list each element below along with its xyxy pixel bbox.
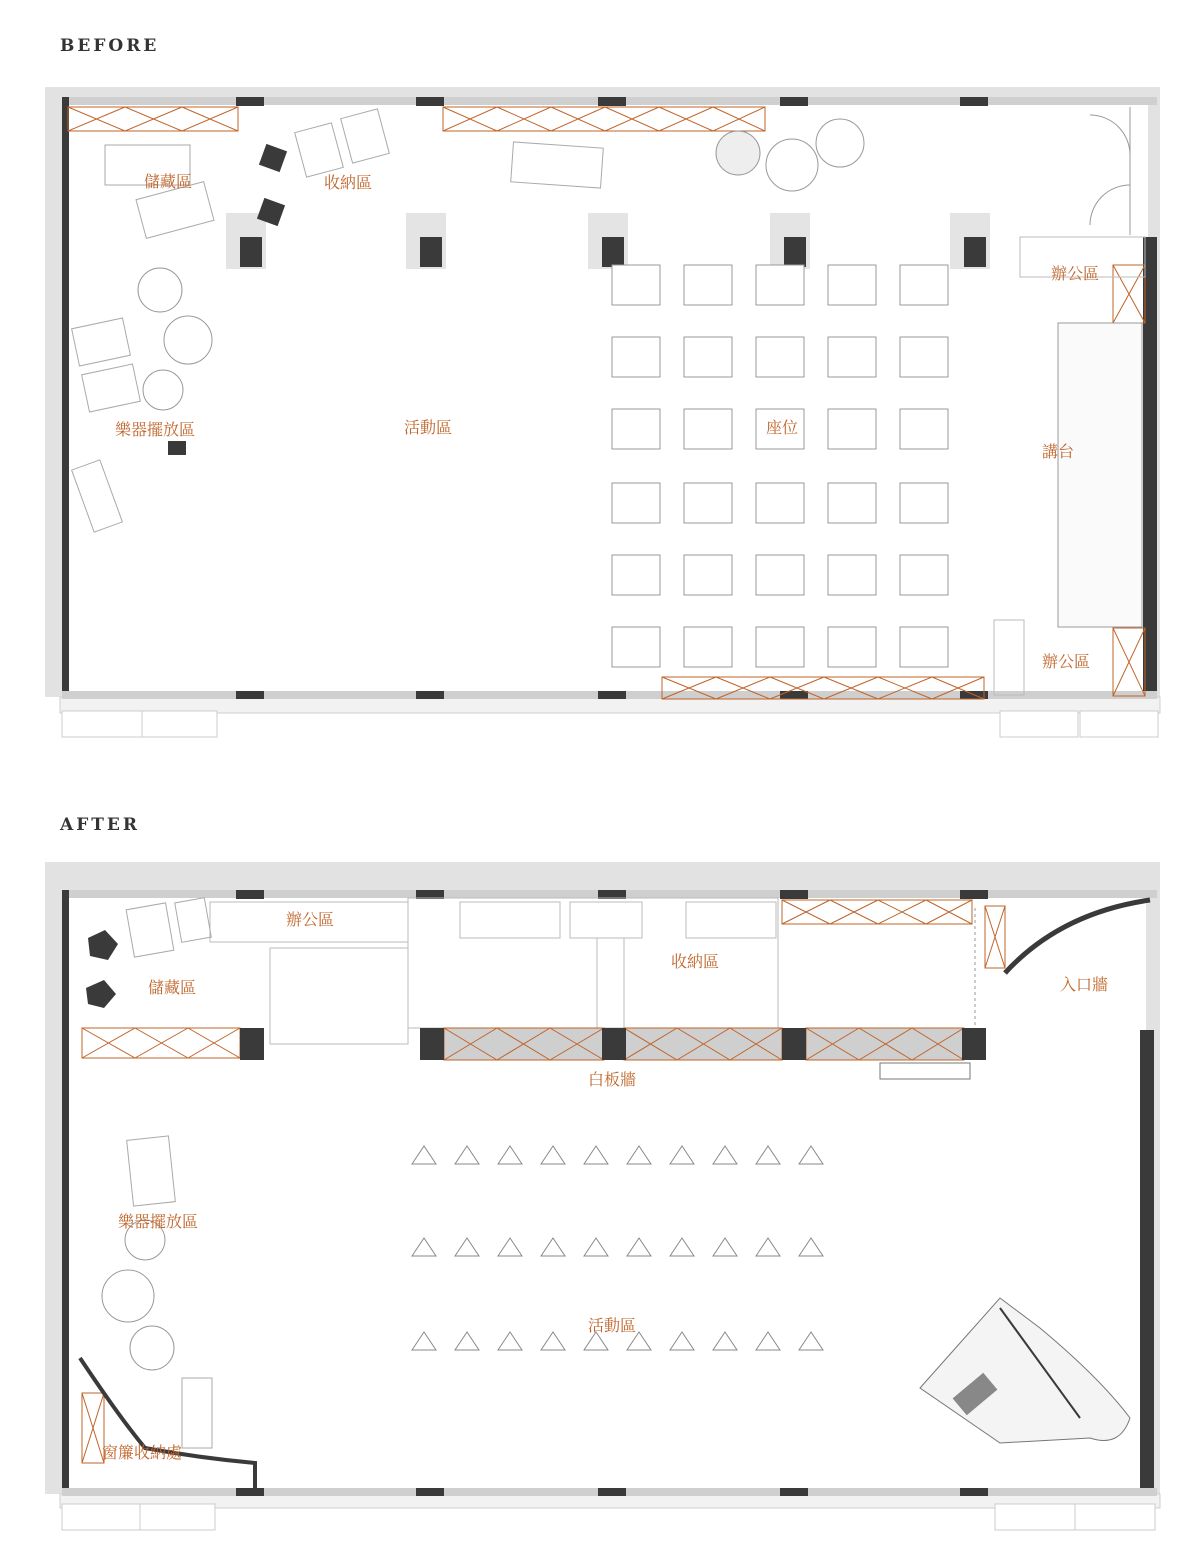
bottom-step bbox=[142, 711, 217, 737]
bottom-step bbox=[995, 1504, 1075, 1530]
label-storage: 儲藏區 bbox=[147, 978, 197, 997]
bottom-sill bbox=[60, 697, 1160, 713]
after-heading: AFTER bbox=[60, 815, 140, 835]
bottom-step bbox=[1080, 711, 1158, 737]
left-wall bbox=[62, 890, 69, 1496]
after-floor-plan bbox=[0, 858, 1200, 1538]
label-activity: 活動區 bbox=[403, 418, 453, 437]
label-storage: 儲藏區 bbox=[143, 172, 193, 191]
right-wall bbox=[1140, 1030, 1154, 1496]
label-receive: 收納區 bbox=[323, 173, 373, 192]
room-floor bbox=[68, 103, 1148, 693]
bottom-step bbox=[1000, 711, 1078, 737]
label-entrance-wall: 入口牆 bbox=[1059, 975, 1109, 994]
label-curtain: 窗簾收納處 bbox=[101, 1443, 183, 1462]
before-floor-plan bbox=[0, 85, 1200, 745]
label-office-top: 辦公區 bbox=[1050, 264, 1100, 283]
left-wall bbox=[62, 97, 69, 699]
label-receive: 收納區 bbox=[670, 952, 720, 971]
bottom-step bbox=[1075, 1504, 1155, 1530]
label-activity: 活動區 bbox=[587, 1316, 637, 1335]
bottom-step bbox=[62, 711, 142, 737]
label-office-bottom: 辦公區 bbox=[1041, 652, 1091, 671]
label-office: 辦公區 bbox=[285, 910, 335, 929]
bottom-step bbox=[140, 1504, 215, 1530]
label-whiteboard: 白板牆 bbox=[587, 1070, 637, 1089]
podium-platform bbox=[1058, 323, 1142, 627]
label-instruments: 樂器擺放區 bbox=[117, 1212, 199, 1231]
label-podium: 講台 bbox=[1041, 442, 1075, 461]
label-seats: 座位 bbox=[765, 418, 799, 437]
label-instruments: 樂器擺放區 bbox=[114, 420, 196, 439]
before-heading: BEFORE bbox=[60, 36, 160, 56]
bottom-step bbox=[62, 1504, 140, 1530]
